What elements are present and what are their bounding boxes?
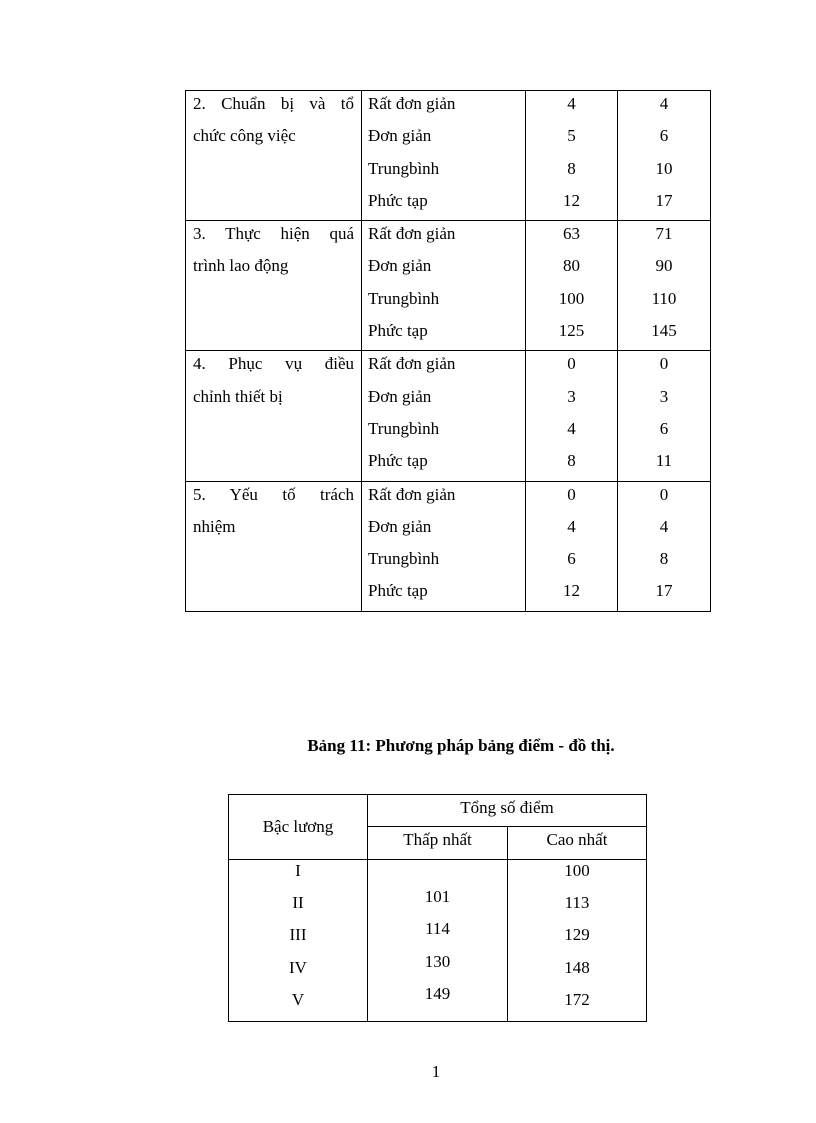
max-value: 148 [564, 957, 590, 977]
max-value: 6 [659, 418, 669, 438]
min-value: 130 [424, 951, 451, 971]
level-label: Phức tạp [368, 190, 428, 210]
rank-value: II [292, 893, 304, 913]
min-points-cell [368, 860, 508, 1022]
level-cell [362, 221, 526, 351]
level-label: Trungbình [368, 549, 440, 569]
criterion-line: trình lao động [193, 256, 289, 276]
level-label: Đơn giản [368, 386, 432, 406]
header-max: Cao nhất [508, 827, 647, 860]
criterion-line: chức công việc [193, 126, 296, 146]
level-cell [362, 481, 526, 611]
level-label: Rất đơn giản [368, 94, 456, 113]
max-value: 17 [655, 190, 673, 210]
criterion-cell [186, 221, 362, 351]
level-label: Đơn giản [368, 126, 432, 146]
max-points-cell [618, 91, 711, 221]
max-value: 6 [659, 126, 669, 146]
level-label: Phức tạp [368, 451, 428, 471]
max-value: 110 [651, 288, 677, 308]
rank-value: III [289, 925, 307, 945]
max-value: 0 [659, 484, 669, 504]
rank-value: I [295, 861, 301, 880]
criterion-cell [186, 91, 362, 221]
max-value: 113 [564, 893, 590, 913]
criterion-line: chỉnh thiết bị [193, 386, 283, 406]
level-label: Rất đơn giản [368, 484, 456, 504]
min-value: 4 [567, 516, 576, 536]
criterion-cell [186, 351, 362, 481]
min-value: 8 [567, 451, 576, 471]
level-cell [362, 351, 526, 481]
max-value: 17 [655, 581, 673, 601]
min-value: 8 [567, 158, 576, 178]
level-cell [362, 91, 526, 221]
min-value: 114 [425, 919, 450, 939]
max-value: 3 [659, 386, 669, 406]
criterion-line: 4. Phục vụ điều [193, 354, 354, 374]
criterion-row [186, 481, 711, 611]
criterion-row [186, 351, 711, 481]
criterion-cell [186, 481, 362, 611]
min-value: 12 [563, 190, 580, 210]
min-value: 149 [424, 983, 451, 1003]
max-value: 4 [659, 94, 669, 113]
header-row [229, 795, 647, 827]
max-points-cell [508, 860, 647, 1022]
level-label: Trungbình [368, 158, 440, 178]
rank-value: V [291, 989, 305, 1009]
header-total-points: Tổng số điểm [368, 795, 647, 827]
min-value: 4 [567, 418, 576, 438]
min-value: 5 [567, 126, 576, 146]
rank-cell [229, 860, 368, 1022]
criterion-row [186, 91, 711, 221]
min-points-cell [526, 481, 618, 611]
level-label: Đơn giản [368, 256, 432, 276]
criterion-line: nhiệm [193, 516, 236, 536]
grade-body-row [229, 860, 647, 1022]
min-value: 3 [567, 386, 576, 406]
min-value: 100 [558, 288, 585, 308]
max-value: 90 [655, 256, 673, 276]
criterion-line: 2. Chuẩn bị và tổ [193, 94, 354, 113]
min-value: 4 [567, 94, 576, 113]
max-value: 145 [651, 321, 677, 341]
level-label: Phức tạp [368, 321, 428, 341]
salary-grade-table [228, 794, 647, 1022]
min-value: 63 [563, 224, 580, 244]
criterion-line: 5. Yếu tố trách [193, 484, 354, 504]
header-min: Thấp nhất [368, 827, 508, 860]
min-points-cell [526, 91, 618, 221]
level-label: Phức tạp [368, 581, 428, 601]
max-value: 71 [655, 224, 673, 244]
level-label: Rất đơn giản [368, 224, 456, 244]
min-value: 0 [567, 354, 576, 374]
max-points-cell [618, 481, 711, 611]
table-caption: Bảng 11: Phương pháp bảng điểm - đồ thị. [307, 736, 615, 755]
level-label: Rất đơn giản [368, 354, 456, 374]
criterion-row [186, 221, 711, 351]
min-points-cell [526, 351, 618, 481]
level-label: Trungbình [368, 418, 440, 438]
max-value: 4 [659, 516, 669, 536]
max-points-cell [618, 221, 711, 351]
rank-value: IV [289, 957, 307, 977]
max-value: 129 [564, 925, 590, 945]
max-value: 172 [564, 989, 590, 1009]
min-value: 125 [558, 321, 585, 341]
max-value: 100 [564, 861, 590, 880]
min-value: 6 [567, 549, 576, 569]
min-value: 80 [563, 256, 580, 276]
max-value: 11 [655, 451, 673, 471]
max-value: 8 [659, 549, 669, 569]
level-label: Trungbình [368, 288, 440, 308]
min-value: 12 [563, 581, 580, 601]
max-value: 0 [659, 354, 669, 374]
min-points-cell [526, 221, 618, 351]
min-value: 0 [567, 484, 576, 504]
min-value: 101 [424, 887, 451, 907]
header-rank: Bậc lương [229, 795, 368, 860]
max-points-cell [618, 351, 711, 481]
level-label: Đơn giản [368, 516, 432, 536]
max-value: 10 [655, 158, 673, 178]
criteria-points-table [185, 90, 711, 612]
page-number: 1 [431, 1062, 441, 1081]
criterion-line: 3. Thực hiện quá [193, 224, 354, 244]
